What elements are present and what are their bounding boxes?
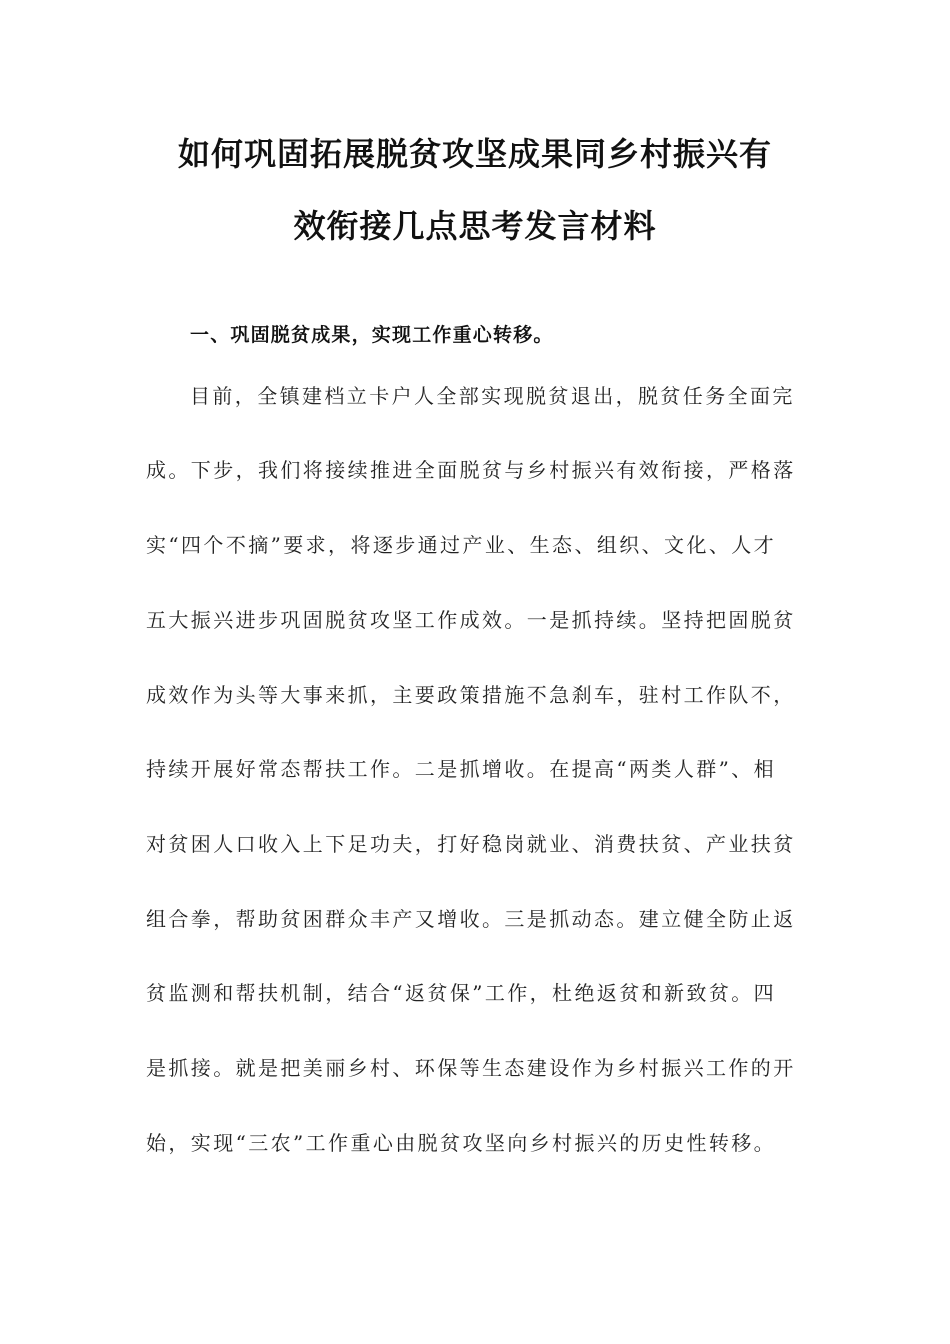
document-title-line-1: 如何巩固拓展脱贫攻坚成果同乡村振兴有 (177, 135, 772, 173)
paragraph-line: 始，实现“三农”工作重心由脱贫攻坚向乡村振兴的历史性转移。 (146, 1131, 777, 1155)
paragraph-line: 成。下步，我们将接续推进全面脱贫与乡村振兴有效衔接，严格落 (146, 458, 796, 482)
section-heading: 一、巩固脱贫成果，实现工作重心转移。 (190, 324, 554, 346)
document-title-line-2: 效衔接几点思考发言材料 (293, 207, 657, 245)
paragraph-line: 实“四个不摘”要求，将逐步通过产业、生态、组织、文化、人才 (146, 533, 777, 557)
paragraph-line: 持续开展好常态帮扶工作。二是抓增收。在提高“两类人群”、相 (146, 757, 777, 781)
paragraph-line: 成效作为头等大事来抓，主要政策措施不急刹车，驻村工作队不， (146, 683, 796, 707)
paragraph-line: 目前，全镇建档立卡户人全部实现脱贫退出，脱贫任务全面完 (190, 384, 795, 408)
paragraph-line: 五大振兴进步巩固脱贫攻坚工作成效。一是抓持续。坚持把固脱贫 (146, 608, 796, 632)
paragraph-line: 对贫困人口收入上下足功夫，打好稳岗就业、消费扶贫、产业扶贫 (146, 832, 796, 856)
paragraph-line: 贫监测和帮扶机制，结合“返贫保”工作，杜绝返贫和新致贫。四 (146, 981, 777, 1005)
paragraph-line: 组合拳，帮助贫困群众丰产又增收。三是抓动态。建立健全防止返 (146, 907, 796, 931)
paragraph-line: 是抓接。就是把美丽乡村、环保等生态建设作为乡村振兴工作的开 (146, 1056, 796, 1080)
